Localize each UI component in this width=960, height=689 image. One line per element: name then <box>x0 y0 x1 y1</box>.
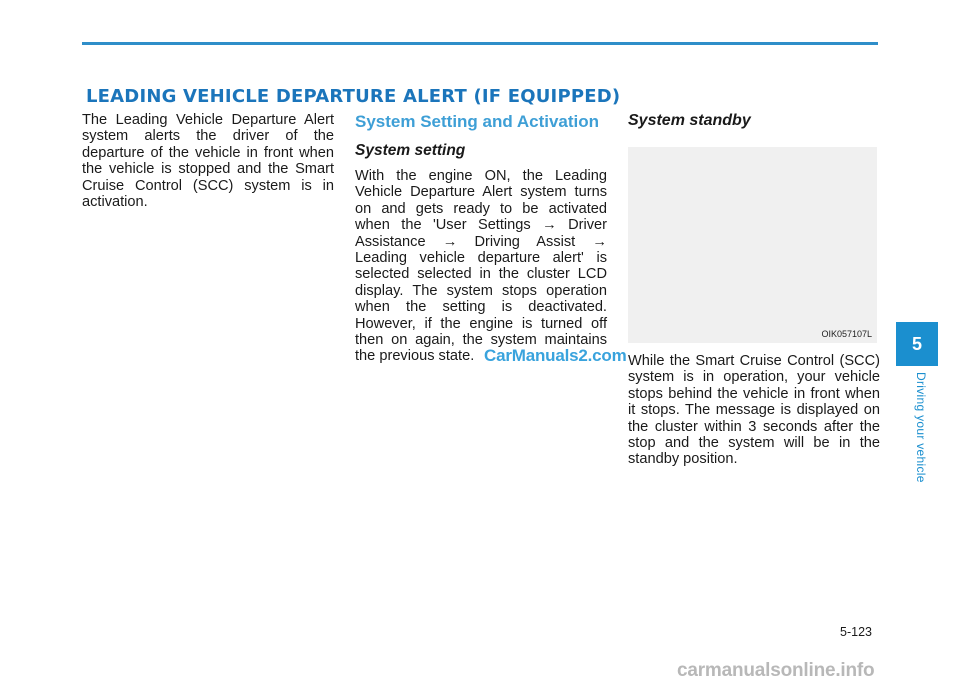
intro-paragraph: The Leading Vehicle Departure Alert system alerts the driver of the departure of the vehicle in front when the vehicle is stopped and the Smart Cruise Control (SCC) system is in activation. <box>82 112 334 211</box>
section-title: LEADING VEHICLE DEPARTURE ALERT (IF EQUIPPED) <box>86 86 621 107</box>
standby-subheading: System standby <box>628 112 751 129</box>
figure-code: OIK057107L <box>821 329 872 339</box>
standby-figure <box>628 147 877 343</box>
column-setting <box>355 112 607 365</box>
chapter-tab: 5 <box>896 322 938 366</box>
setting-subheading: System setting <box>355 142 466 159</box>
column-standby <box>628 112 880 468</box>
header-rule <box>82 42 878 45</box>
setting-paragraph: With the engine ON, the Leading Vehicle Departure Alert system turns on and gets ready to be activated when the 'User Settings → Driver Assistance → Driving Assist → Leading vehicle departure alert' is selected selected in the cluster LCD display. The system stops operation when the setting is deactivated. However, if the engine is turned off then on again, the system maintains the previous state. <box>355 168 607 365</box>
setting-heading: System Setting and Activation <box>355 112 600 131</box>
site-watermark: CarManuals2.com <box>484 346 627 365</box>
page-number: 5-123 <box>840 625 872 639</box>
standby-paragraph: While the Smart Cruise Control (SCC) system is in operation, your vehicle stops behind the vehicle in front when it stops. The message is displayed on the cluster within 3 seconds after the stop and the system will be in the standby position. <box>628 353 880 468</box>
chapter-label: Driving your vehicle <box>914 372 928 483</box>
column-intro <box>82 112 334 210</box>
footer-watermark: carmanualsonline.info <box>677 660 875 681</box>
